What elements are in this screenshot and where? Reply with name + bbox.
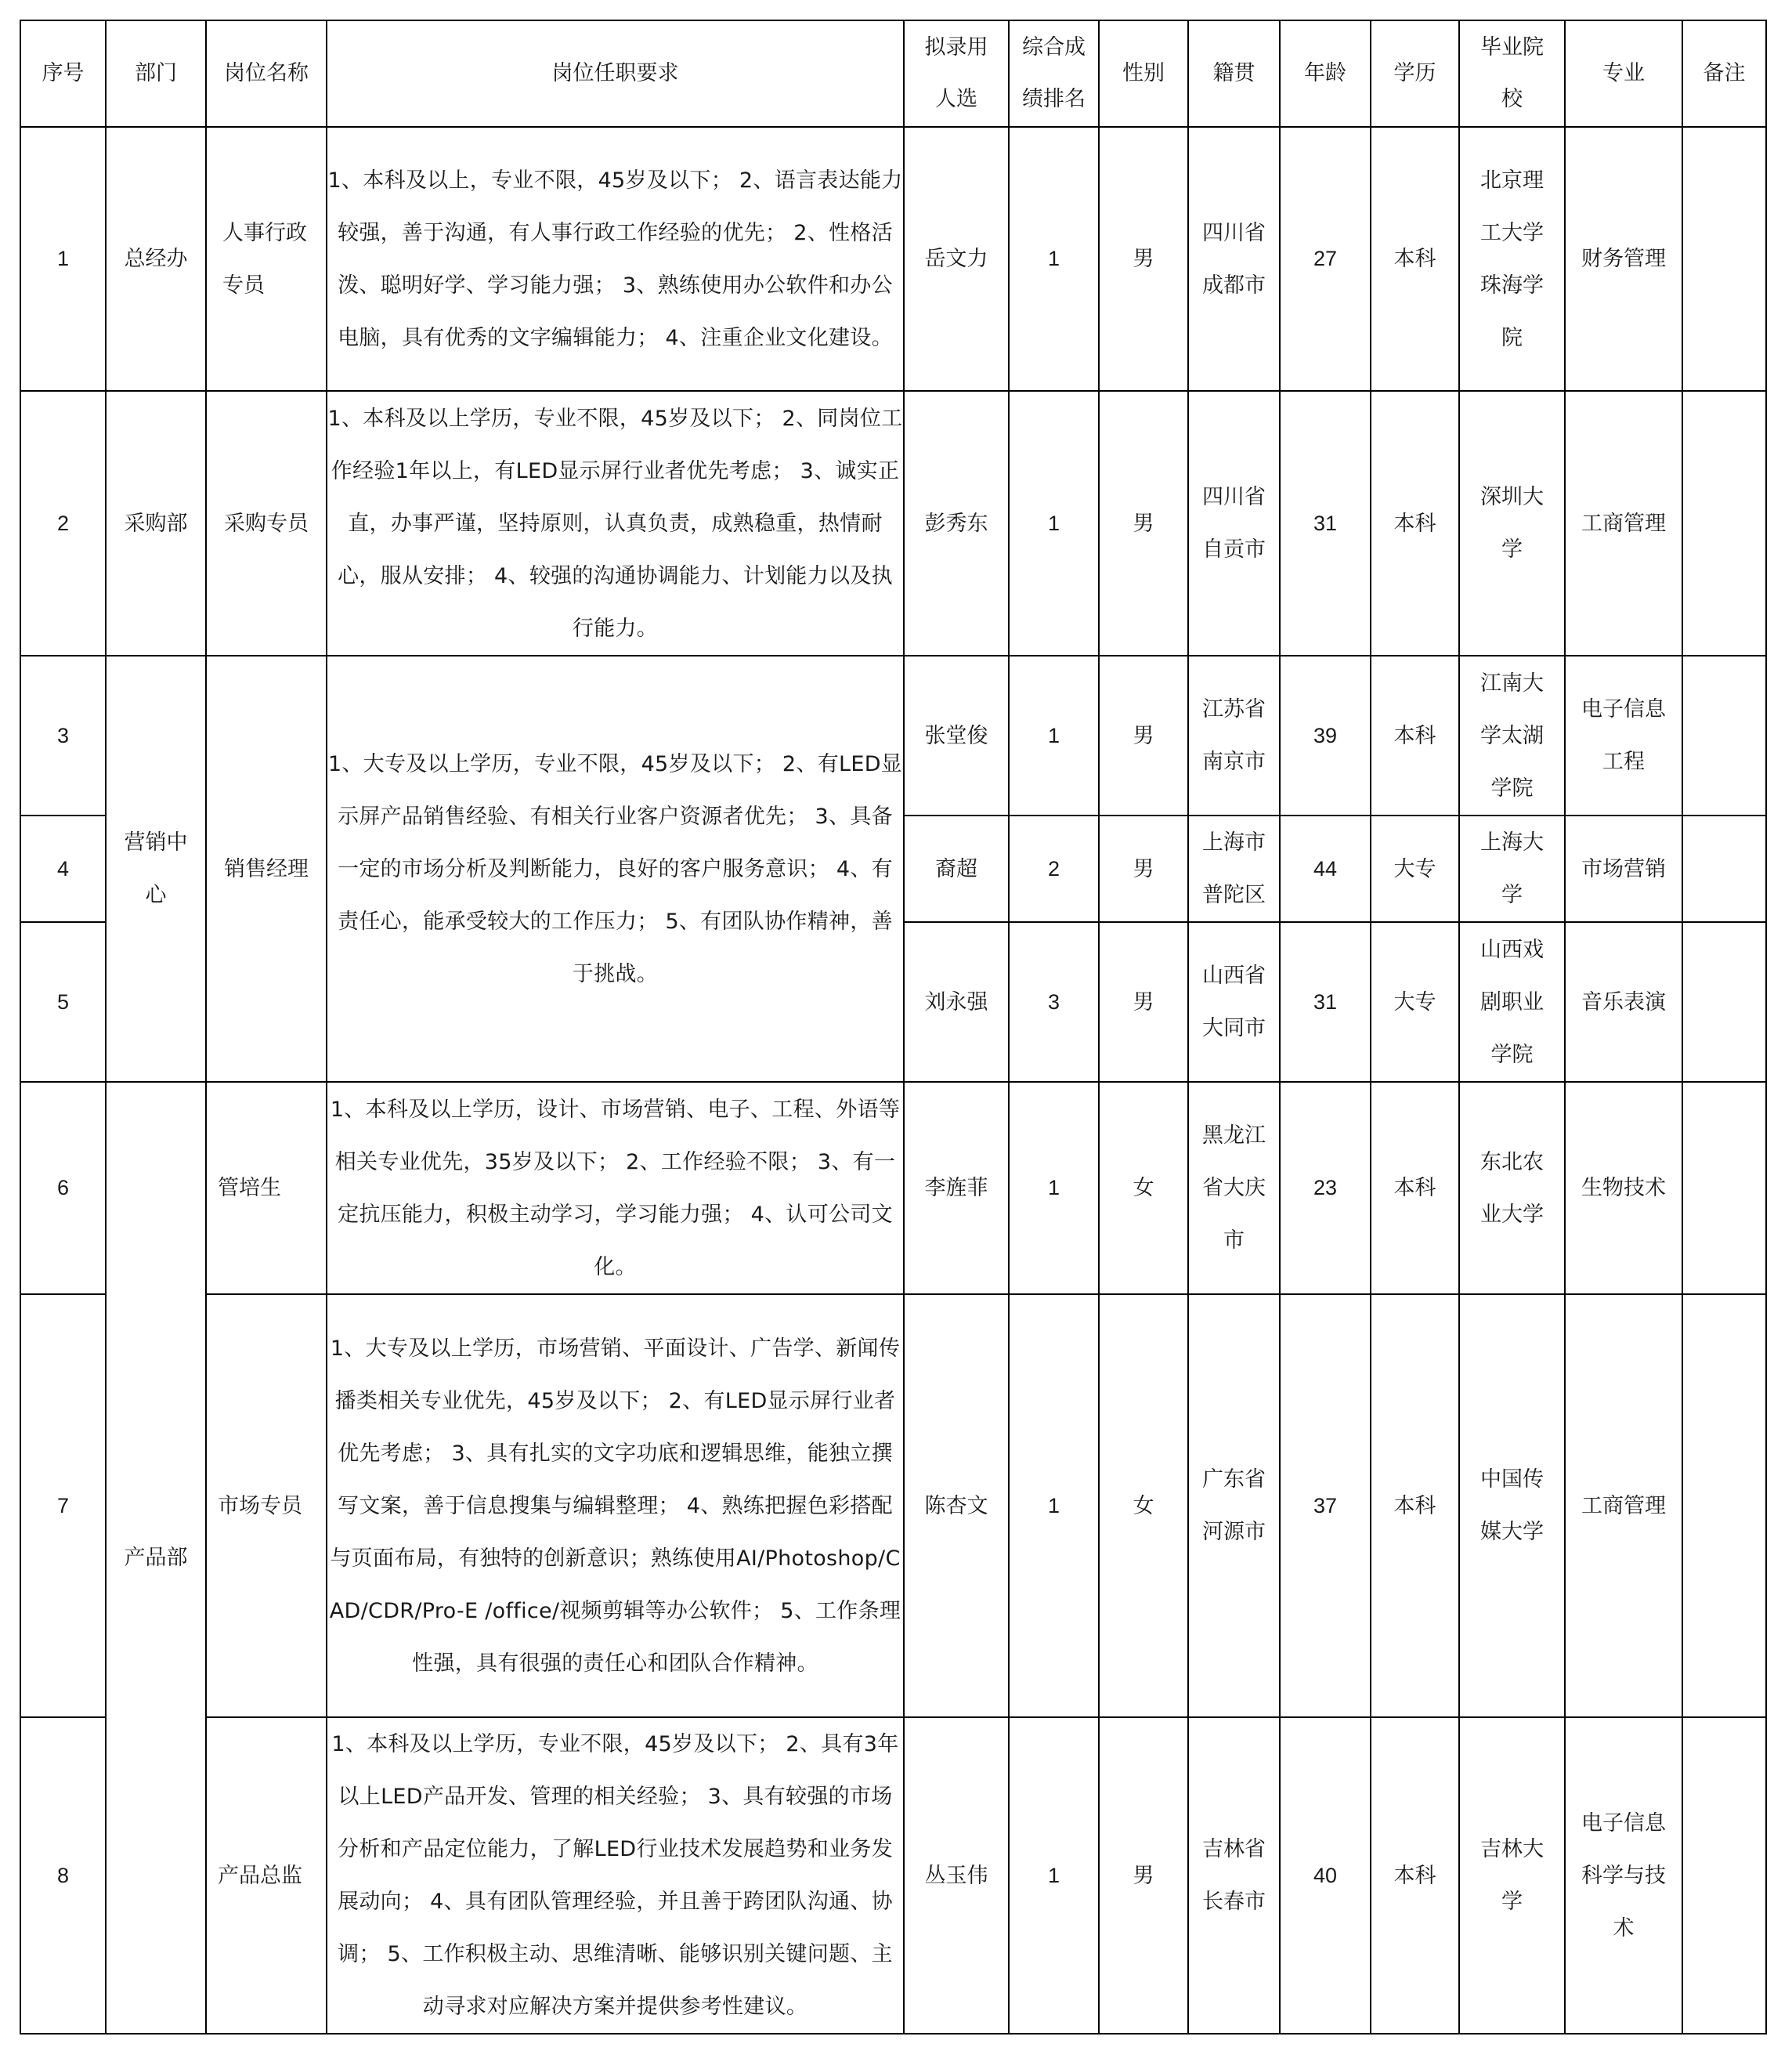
cell-school: 江南大学太湖学院 <box>1459 656 1565 816</box>
cell-seq: 7 <box>20 1294 106 1717</box>
header-school: 毕业院校 <box>1459 20 1565 127</box>
candidate-roster-table <box>20 20 1767 2034</box>
cell-rank: 1 <box>1009 1294 1099 1717</box>
cell-candidate: 刘永强 <box>904 922 1009 1082</box>
cell-hometown: 上海市普陀区 <box>1188 816 1280 922</box>
cell-gender: 男 <box>1099 816 1188 922</box>
header-hometown: 籍贯 <box>1188 20 1280 127</box>
cell-education: 本科 <box>1371 1294 1459 1717</box>
cell-remarks <box>1682 656 1766 816</box>
cell-school: 深圳大学 <box>1459 391 1565 656</box>
cell-requirements: 1、本科及以上学历，设计、市场营销、电子、工程、外语等相关专业优先，35岁及以下； 2、工作经验不限； 3、有一定抗压能力，积极主动学习，学习能力强； 4、认可公司文化。 <box>327 1082 904 1294</box>
cell-hometown: 黑龙江省大庆市 <box>1188 1082 1280 1294</box>
cell-school: 吉林大学 <box>1459 1717 1565 2034</box>
cell-school: 上海大学 <box>1459 816 1565 922</box>
cell-dept: 产品部 <box>106 1082 206 2034</box>
cell-position: 产品总监 <box>206 1717 327 2034</box>
cell-age: 27 <box>1280 127 1371 391</box>
cell-major: 市场营销 <box>1565 816 1682 922</box>
cell-major: 工商管理 <box>1565 1294 1682 1717</box>
cell-major: 电子信息科学与技术 <box>1565 1717 1682 2034</box>
table-row <box>20 1082 1766 1294</box>
cell-age: 39 <box>1280 656 1371 816</box>
cell-remarks <box>1682 391 1766 656</box>
cell-dept: 营销中心 <box>106 656 206 1082</box>
cell-candidate: 张堂俊 <box>904 656 1009 816</box>
cell-gender: 男 <box>1099 922 1188 1082</box>
cell-dept: 采购部 <box>106 391 206 656</box>
cell-candidate: 裔超 <box>904 816 1009 922</box>
table-row <box>20 1294 1766 1717</box>
cell-education: 本科 <box>1371 656 1459 816</box>
cell-school: 东北农业大学 <box>1459 1082 1565 1294</box>
cell-dept: 总经办 <box>106 127 206 391</box>
cell-requirements: 1、本科及以上，专业不限，45岁及以下； 2、语言表达能力较强，善于沟通，有人事行政工作经验的优先； 2、性格活泼、聪明好学、学习能力强； 3、熟练使用办公软件和办公电脑，具有优秀的文字编辑能力； 4、注重企业文化建设。 <box>327 127 904 391</box>
cell-education: 本科 <box>1371 127 1459 391</box>
table-row <box>20 656 1766 816</box>
cell-major: 工商管理 <box>1565 391 1682 656</box>
cell-major: 生物技术 <box>1565 1082 1682 1294</box>
header-major: 专业 <box>1565 20 1682 127</box>
cell-education: 本科 <box>1371 391 1459 656</box>
cell-candidate: 李旌菲 <box>904 1082 1009 1294</box>
cell-school: 山西戏剧职业学院 <box>1459 922 1565 1082</box>
cell-hometown: 四川省自贡市 <box>1188 391 1280 656</box>
cell-seq: 6 <box>20 1082 106 1294</box>
table-row <box>20 1717 1766 2034</box>
cell-school: 中国传媒大学 <box>1459 1294 1565 1717</box>
cell-position: 采购专员 <box>206 391 327 656</box>
cell-major: 音乐表演 <box>1565 922 1682 1082</box>
cell-candidate: 彭秀东 <box>904 391 1009 656</box>
cell-position: 销售经理 <box>206 656 327 1082</box>
cell-education: 本科 <box>1371 1082 1459 1294</box>
header-requirements: 岗位任职要求 <box>327 20 904 127</box>
cell-position: 人事行政专员 <box>206 127 327 391</box>
cell-rank: 3 <box>1009 922 1099 1082</box>
cell-gender: 男 <box>1099 656 1188 816</box>
cell-age: 37 <box>1280 1294 1371 1717</box>
cell-education: 本科 <box>1371 1717 1459 2034</box>
cell-gender: 男 <box>1099 1717 1188 2034</box>
header-gender: 性别 <box>1099 20 1188 127</box>
header-remarks: 备注 <box>1682 20 1766 127</box>
cell-rank: 1 <box>1009 1717 1099 2034</box>
cell-hometown: 吉林省长春市 <box>1188 1717 1280 2034</box>
header-row <box>20 20 1766 127</box>
cell-requirements: 1、本科及以上学历，专业不限，45岁及以下； 2、具有3年以上LED产品开发、管理的相关经验； 3、具有较强的市场分析和产品定位能力，了解LED行业技术发展趋势和业务发展动向； 4、具有团队管理经验，并且善于跨团队沟通、协调； 5、工作积极主动、思维清晰、能够识别关键问题、主动寻求对应解决方案并提供参考性建议。 <box>327 1717 904 2034</box>
cell-candidate: 陈杏文 <box>904 1294 1009 1717</box>
cell-candidate: 岳文力 <box>904 127 1009 391</box>
cell-major: 财务管理 <box>1565 127 1682 391</box>
cell-education: 大专 <box>1371 816 1459 922</box>
cell-remarks <box>1682 1294 1766 1717</box>
header-education: 学历 <box>1371 20 1459 127</box>
cell-seq: 8 <box>20 1717 106 2034</box>
cell-seq: 4 <box>20 816 106 922</box>
cell-school: 北京理工大学珠海学院 <box>1459 127 1565 391</box>
cell-seq: 2 <box>20 391 106 656</box>
cell-hometown: 四川省成都市 <box>1188 127 1280 391</box>
header-seq: 序号 <box>20 20 106 127</box>
cell-position: 管培生 <box>206 1082 327 1294</box>
header-age: 年龄 <box>1280 20 1371 127</box>
header-rank: 综合成绩排名 <box>1009 20 1099 127</box>
header-position: 岗位名称 <box>206 20 327 127</box>
header-dept: 部门 <box>106 20 206 127</box>
cell-age: 31 <box>1280 922 1371 1082</box>
cell-hometown: 广东省河源市 <box>1188 1294 1280 1717</box>
header-candidate: 拟录用人选 <box>904 20 1009 127</box>
cell-rank: 1 <box>1009 656 1099 816</box>
cell-education: 大专 <box>1371 922 1459 1082</box>
cell-candidate: 丛玉伟 <box>904 1717 1009 2034</box>
cell-seq: 5 <box>20 922 106 1082</box>
table-row <box>20 127 1766 391</box>
cell-rank: 1 <box>1009 1082 1099 1294</box>
cell-remarks <box>1682 127 1766 391</box>
cell-rank: 2 <box>1009 816 1099 922</box>
cell-hometown: 山西省大同市 <box>1188 922 1280 1082</box>
cell-gender: 男 <box>1099 127 1188 391</box>
cell-requirements: 1、本科及以上学历，专业不限，45岁及以下； 2、同岗位工作经验1年以上，有LED显示屏行业者优先考虑； 3、诚实正直，办事严谨，坚持原则，认真负责，成熟稳重，热情耐心，服从安排； 4、较强的沟通协调能力、计划能力以及执行能力。 <box>327 391 904 656</box>
cell-gender: 女 <box>1099 1294 1188 1717</box>
cell-seq: 3 <box>20 656 106 816</box>
table-row <box>20 391 1766 656</box>
cell-requirements: 1、大专及以上学历，市场营销、平面设计、广告学、新闻传播类相关专业优先，45岁及以下； 2、有LED显示屏行业者优先考虑； 3、具有扎实的文字功底和逻辑思维，能独立撰写文案，善于信息搜集与编辑整理； 4、熟练把握色彩搭配与页面布局，有独特的创新意识；熟练使用AI/Photoshop/CAD/CDR/Pro-E /office/视频剪辑等办公软件； 5、工作条理性强，具有很强的责任心和团队合作精神。 <box>327 1294 904 1717</box>
cell-age: 44 <box>1280 816 1371 922</box>
cell-remarks <box>1682 922 1766 1082</box>
cell-hometown: 江苏省南京市 <box>1188 656 1280 816</box>
cell-rank: 1 <box>1009 391 1099 656</box>
cell-requirements: 1、大专及以上学历，专业不限，45岁及以下； 2、有LED显示屏产品销售经验、有相关行业客户资源者优先； 3、具备一定的市场分析及判断能力，良好的客户服务意识； 4、有责任心，能承受较大的工作压力； 5、有团队协作精神，善于挑战。 <box>327 656 904 1082</box>
cell-remarks <box>1682 816 1766 922</box>
cell-remarks <box>1682 1717 1766 2034</box>
cell-gender: 男 <box>1099 391 1188 656</box>
cell-seq: 1 <box>20 127 106 391</box>
cell-rank: 1 <box>1009 127 1099 391</box>
cell-remarks <box>1682 1082 1766 1294</box>
cell-age: 31 <box>1280 391 1371 656</box>
cell-age: 40 <box>1280 1717 1371 2034</box>
cell-major: 电子信息工程 <box>1565 656 1682 816</box>
cell-gender: 女 <box>1099 1082 1188 1294</box>
cell-age: 23 <box>1280 1082 1371 1294</box>
cell-position: 市场专员 <box>206 1294 327 1717</box>
